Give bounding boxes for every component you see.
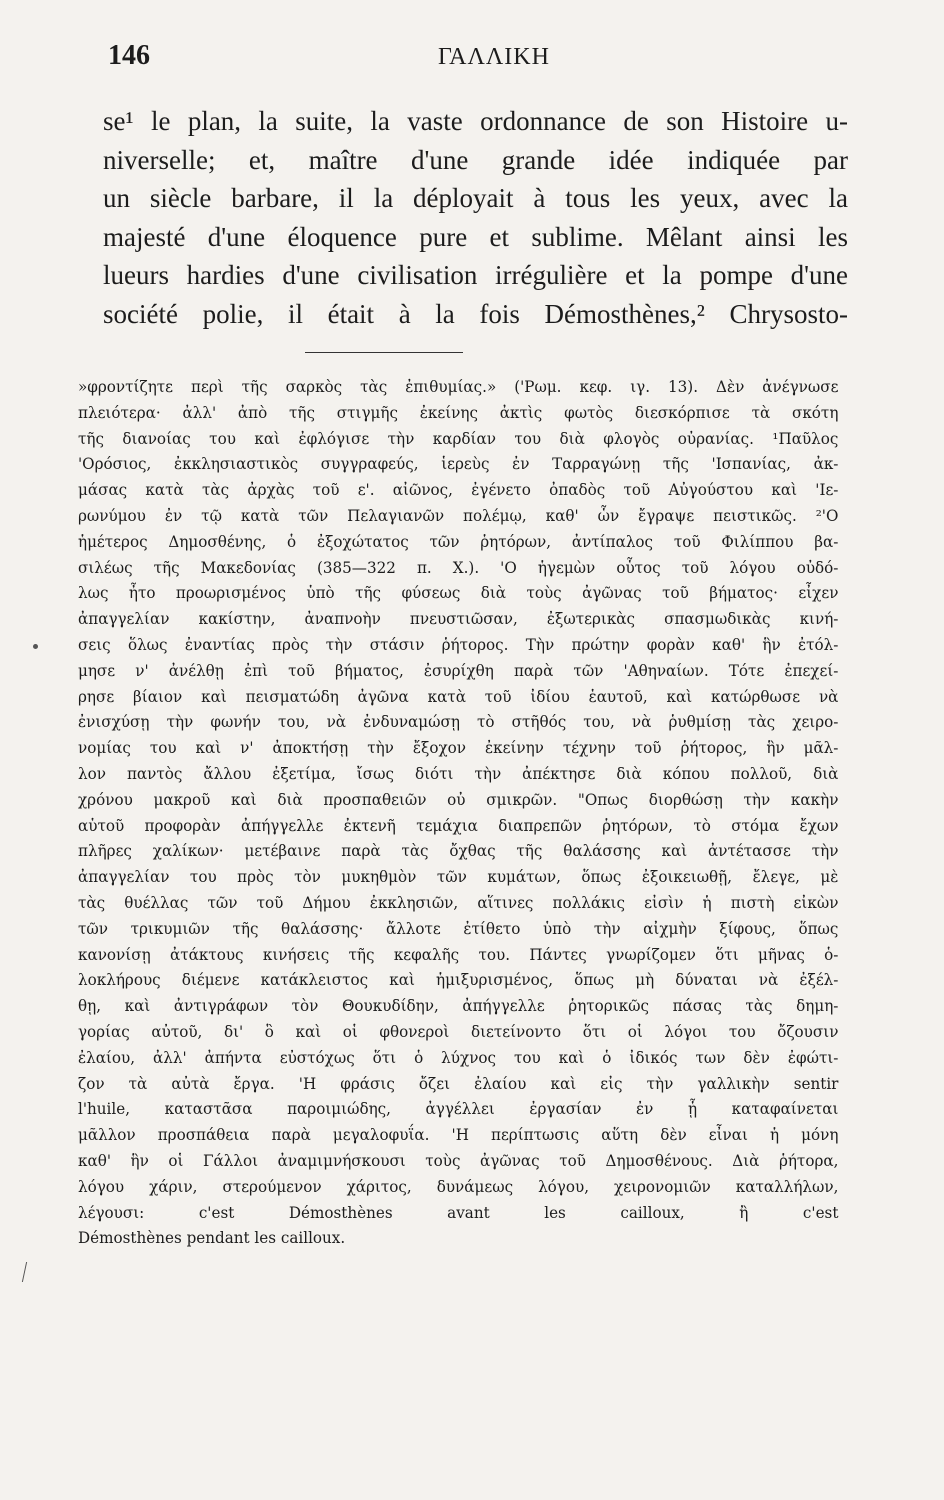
- footnote-line: ζον τὰ αὐτὰ ἔργα. 'Η φράσις ὄζει ἐλαίου καὶ εἰς τὴν γαλλικὴν sentir: [78, 1074, 839, 1093]
- footnote-line: τὰς θυέλλας τῶν τοῦ Δήμου ἐκκλησιῶν, αἵτινες πολλάκις εἰσὶν ἡ πιστὴ εἰκὼν: [78, 893, 839, 912]
- footnote-line: λως ἦτο προωρισμένος ὑπὸ τῆς φύσεως διὰ τοὺς ἀγῶνας τοῦ βήματος· εἶχεν: [78, 584, 839, 603]
- running-head: ΓΑΛΛΙΚΗ: [438, 44, 550, 70]
- footnote-line: λον παντὸς ἄλλου ἐξετίμα, ἴσως διότι τὴν ἀπέκτησε διὰ κόπου πολλοῦ, διὰ: [78, 764, 839, 783]
- main-text-line: société polie, il était à la fois Démosthènes,² Chrysosto-: [103, 298, 848, 329]
- footnote-line: 'Ορόσιος, ἐκκλησιαστικὸς συγγραφεύς, ἱερεὺς ἐν Ταρραγώνῃ τῆς 'Ισπανίας, ἀκ-: [78, 455, 839, 474]
- footnote-line: λόγου χάριν, στερούμενον χάριτος, δυνάμεως λόγου, χειρονομιῶν καταλλήλων,: [78, 1177, 839, 1196]
- footnotes: [78, 375, 838, 1252]
- footnote-line: τῶν τρικυμιῶν τῆς θαλάσσης· ἄλλοτε ἐτίθετο ὑπὸ τὴν αἰχμὴν ξίφους, ὅπως: [78, 919, 839, 938]
- footnote-line: Démosthènes pendant les cailloux.: [78, 1229, 346, 1248]
- footnote-line: ρησε βίαιον καὶ πεισματώδη ἀγῶνα κατὰ τοῦ ἰδίου ἑαυτοῦ, καὶ κατώρθωσε νὰ: [78, 687, 839, 706]
- footnote-line: μάσας κατὰ τὰς ἀρχὰς τοῦ ε'. αἰῶνος, ἐγένετο ὀπαδὸς τοῦ Αὐγούστου καὶ 'Ιε-: [78, 481, 839, 500]
- footnote-line: ἀπαγγελίαν κακίστην, ἀναπνοὴν πνευστιῶσαν, ἐξωτερικὰς σπασμωδικὰς κινή-: [78, 610, 839, 629]
- footnote-line: γορίας αὐτοῦ, δι' ὃ καὶ οἱ φθονεροὶ διετείνοντο ὅτι οἱ λόγοι του ὄζουσιν: [78, 1022, 839, 1041]
- footnote-line: ἀπαγγελίαν του πρὸς τὸν μυκηθμὸν τῶν κυμάτων, ὅπως ἐξοικειωθῇ, ἔλεγε, μὲ: [78, 868, 839, 887]
- main-text: [103, 102, 848, 334]
- margin-mark: [22, 1262, 35, 1282]
- footnote-line: αὑτοῦ προφορὰν ἀπήγγελλε ἐκτενῆ τεμάχια διαπρεπῶν ῥητόρων, τὸ στόμα ἔχων: [78, 816, 839, 835]
- page-header: [108, 40, 846, 84]
- footnote-line: πλῆρες χαλίκων· μετέβαινε παρὰ τὰς ὄχθας τῆς θαλάσσης καὶ ἀντέτασσε τὴν: [78, 842, 839, 861]
- footnote-line: καθ' ἣν οἱ Γάλλοι ἀναμιμνήσκουσι τοὺς ἀγῶνας τοῦ Δημοσθένους. Διὰ ῥήτορα,: [78, 1151, 839, 1170]
- footnote-line: ἐλαίου, ἀλλ' ἀπήντα εὐστόχως ὅτι ὁ λύχνος του καὶ ὁ ἰδικός των δὲν ἐφώτι-: [78, 1048, 839, 1067]
- footnote-separator: [305, 352, 463, 353]
- footnote-line: νομίας του καὶ ν' ἀποκτήσῃ τὴν ἔξοχον ἐκείνην τέχνην τοῦ ῥήτορος, ἣν μᾶλ-: [78, 739, 839, 758]
- footnote-line: »φροντίζητε περὶ τῆς σαρκὸς τὰς ἐπιθυμίας.» ('Ρωμ. κεφ. ιγ. 13). Δὲν ἀνέγνωσε: [78, 378, 839, 396]
- margin-dot: [33, 644, 38, 649]
- footnote-line: θῃ, καὶ ἀντιγράφων τὸν Θουκυδίδην, ἀπήγγελλε ῥητορικῶς πάσας τὰς δημη-: [78, 997, 839, 1016]
- footnote-line: σεις ὅλως ἐναντίας πρὸς τὴν στάσιν ῥήτορος. Τὴν πρώτην φορὰν καθ' ἣν ἐτόλ-: [78, 635, 839, 654]
- main-text-line: se¹ le plan, la suite, la vaste ordonnance de son Histoire u-: [103, 106, 848, 136]
- footnote-line: πλειότερα· ἀλλ' ἀπὸ τῆς στιγμῆς ἐκείνης ἀκτὶς φωτὸς διεσκόρπισε τὰ σκότη: [78, 403, 839, 422]
- footnote-line: ρωνύμου ἐν τῷ κατὰ τῶν Πελαγιανῶν πολέμῳ, καθ' ὧν ἔγραψε πειστικῶς. ²'Ο: [78, 506, 839, 525]
- main-text-line: majesté d'une éloquence pure et sublime. Mêlant ainsi les: [103, 221, 848, 252]
- footnote-line: ἐνισχύσῃ τὴν φωνήν του, νὰ ἐνδυναμώσῃ τὸ στῆθός του, νὰ ῥυθμίσῃ τὰς χειρο-: [78, 713, 839, 732]
- footnote-line: λοκλήρους διέμενε κατάκλειστος καὶ ἡμιξυρισμένος, ὅπως μὴ δύναται νὰ ἐξέλ-: [78, 971, 839, 990]
- footnote-line: μᾶλλον προσπάθεια παρὰ μεγαλοφυΐα. 'Η περίπτωσις αὕτη δὲν εἶναι ἡ μόνη: [78, 1126, 839, 1145]
- page-number: 146: [108, 40, 150, 71]
- footnote-line: σιλέως τῆς Μακεδονίας (385—322 π. Χ.). 'Ο ἡγεμὼν οὗτος τοῦ λόγου οὐδό-: [78, 558, 839, 577]
- footnote-line: χρόνου μακροῦ καὶ διὰ προσπαθειῶν οὐ σμικρῶν. "Οπως διορθώσῃ τὴν κακὴν: [78, 790, 839, 809]
- footnote-line: κανονίσῃ ἀτάκτους κινήσεις τῆς κεφαλῆς του. Πάντες γνωρίζομεν ὅτι μῆνας ὁ-: [78, 945, 839, 964]
- footnote-line: ἡμέτερος Δημοσθένης, ὁ ἐξοχώτατος τῶν ῥητόρων, ἀντίπαλος τοῦ Φιλίππου βα-: [78, 532, 839, 551]
- main-text-line: un siècle barbare, il la déployait à tous les yeux, avec la: [103, 183, 848, 214]
- main-text-line: lueurs hardies d'une civilisation irrégulière et la pompe d'une: [103, 260, 848, 291]
- footnote-line: τῆς διανοίας του καὶ ἐφλόγισε τὴν καρδίαν του διὰ φλογὸς οὐρανίας. ¹Παῦλος: [78, 429, 839, 448]
- main-text-line: niverselle; et, maître d'une grande idée indiquée par: [103, 144, 848, 175]
- footnote-line: μησε ν' ἀνέλθῃ ἐπὶ τοῦ βήματος, ἐσυρίχθη παρὰ τῶν 'Αθηναίων. Τότε ἐπεχεί-: [78, 661, 839, 680]
- footnote-line: λέγουσι: c'est Démosthènes avant les cailloux, ἢ c'est: [78, 1203, 839, 1222]
- footnote-line: l'huile, καταστᾶσα παροιμιώδης, ἀγγέλλει ἐργασίαν ἐν ᾗ καταφαίνεται: [78, 1100, 839, 1119]
